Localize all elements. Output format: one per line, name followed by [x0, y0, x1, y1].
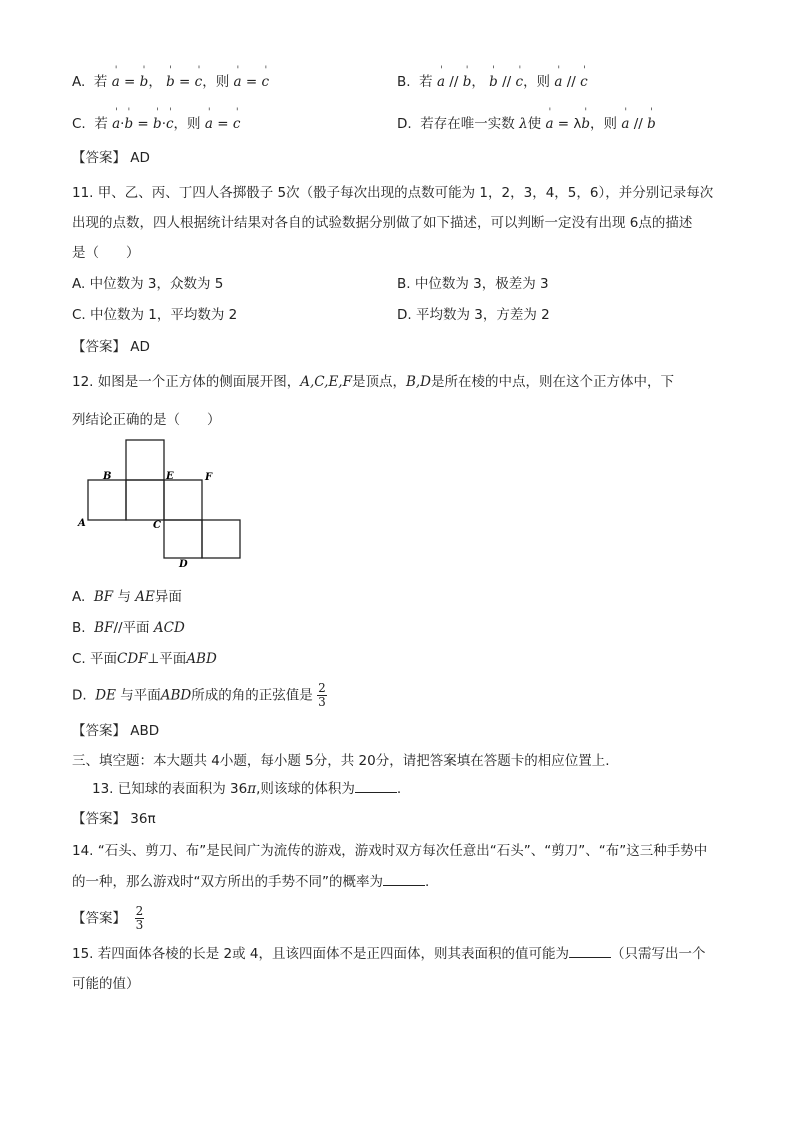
q10-option-d: D. 若存在唯一实数 λ使 ' a = λ' b，则 ' a // ' b — [397, 114, 656, 134]
q12-option-b: B. BF//平面 ACD — [72, 620, 185, 636]
q12-option-a: A. BF 与 AE异面 — [72, 589, 182, 605]
net-label-e: E — [166, 471, 174, 482]
q10-option-c: C. 若 ' a·' b = ' b·' c，则 ' a = ' c — [72, 114, 240, 134]
net-label-b: B — [103, 471, 112, 482]
q13-question: 13. 已知球的表面积为 36π,则该球的体积为 . — [92, 781, 402, 797]
q11-option-d: D. 平均数为 3，方差为 2 — [397, 307, 550, 323]
net-square-row2-1 — [164, 520, 202, 558]
q10-option-b: B. 若 ' a // ' b， ' b // ' c，则 ' a // ' c — [397, 72, 588, 92]
q14-answer: 【答案】 $\frac{2}{3}$ — [72, 904, 144, 932]
net-square-row1-2 — [126, 480, 164, 520]
q15-line-2: 可能的值） — [72, 976, 140, 992]
q11-line-2: 出现的点数，四人根据统计结果对各自的试验数据分别做了如下描述，可以判断一定没有出现 6点的描述 — [72, 215, 693, 231]
q14-line-1: 14. “石头、剪刀、布”是民间广为流传的游戏，游戏时双方每次任意出“石头”、“剪刀”、“布”这三种手势中 — [72, 843, 708, 859]
q12-line-2: 列结论正确的是（ ） — [72, 412, 221, 428]
q15-line-1: 15. 若四面体各棱的长是 2或 4，且该四面体不是正四面体，则其表面积的值可能为 （只需写出一个 — [72, 946, 706, 962]
q12-line-1: 12. 如图是一个正方体的侧面展开图，A,C,E,F是顶点，B,D是所在棱的中点，则在这个正方体中，下 — [72, 374, 675, 390]
net-square-row1-1 — [88, 480, 126, 520]
q10-answer: 【答案】 AD — [72, 150, 150, 166]
q11-line-3: 是（ ） — [72, 245, 140, 261]
net-label-d: D — [179, 559, 188, 570]
section-3-heading: 三、填空题：本大题共 4小题，每小题 5分，共 20分，请把答案填在答题卡的相应位置上. — [72, 753, 610, 769]
net-label-f: F — [205, 472, 213, 483]
q11-option-b: B. 中位数为 3，极差为 3 — [397, 276, 549, 292]
net-square-row1-3 — [164, 480, 202, 520]
q11-option-a: A. 中位数为 3，众数为 5 — [72, 276, 224, 292]
q10-option-a: A. 若 ' a = ' b， ' b = ' c，则 ' a = ' c — [72, 72, 269, 92]
cube-net-figure — [72, 436, 252, 572]
q14-answer-fraction: $\frac{2}{3}$ — [135, 904, 144, 932]
q12-option-c: C. 平面CDF⊥平面ABD — [72, 651, 217, 667]
net-label-a: A — [78, 518, 86, 529]
q14-answer-blank — [383, 872, 425, 886]
net-label-c: C — [153, 520, 161, 531]
q11-option-c: C. 中位数为 1，平均数为 2 — [72, 307, 238, 323]
q11-answer: 【答案】 AD — [72, 339, 150, 355]
q13-answer: 【答案】 36π — [72, 811, 156, 827]
q14-line-2: 的一种，那么游戏时“双方所出的手势不同”的概率为 . — [72, 874, 430, 890]
q13-answer-blank — [355, 779, 397, 793]
q15-answer-blank — [569, 944, 611, 958]
q12-option-d: D. DE 与平面ABD所成的角的正弦值是 $\frac{2}{3}$ — [72, 681, 326, 709]
net-square-top — [126, 440, 164, 480]
q11-line-1: 11. 甲、乙、丙、丁四人各掷骰子 5次（骰子每次出现的点数可能为 1，2，3，4，5，6），并分别记录每次 — [72, 185, 714, 201]
net-square-row2-2 — [202, 520, 240, 558]
q12-answer: 【答案】 ABD — [72, 723, 160, 739]
q12-option-d-fraction: $\frac{2}{3}$ — [318, 681, 326, 709]
